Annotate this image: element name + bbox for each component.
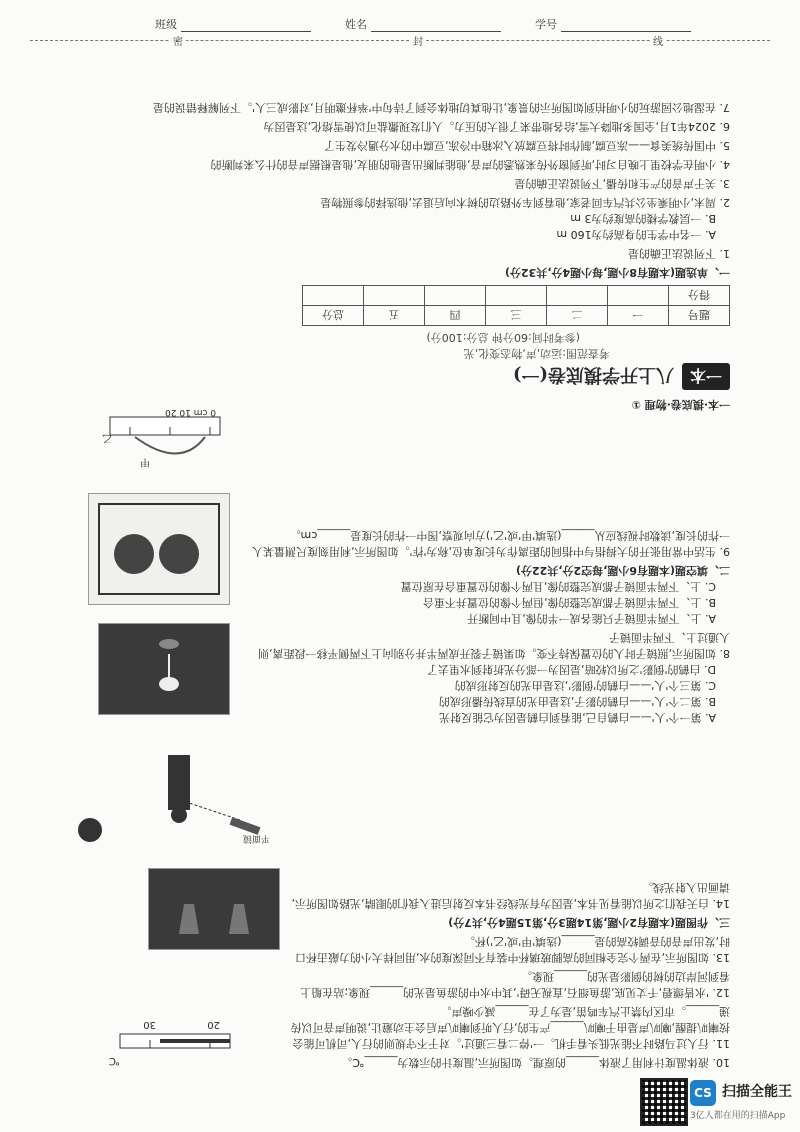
- option: A. 上、下两半面镜子只能各成一半的像,且中间断开: [467, 612, 716, 625]
- page-footer: 一本·摸底卷·物理 ①: [631, 398, 730, 411]
- camscanner-logo-icon: CS: [690, 1080, 716, 1106]
- therm-unit: ℃: [108, 1055, 120, 1066]
- seal-mark: 线: [650, 33, 666, 48]
- score-input-cell[interactable]: [364, 286, 425, 306]
- section-3-heading: 三、作图题(本题有2小题,第14题3分,第15题4分,共7分): [448, 916, 730, 929]
- question-2: 2. 周末,小明乘坐公共汽车回老家,他看到车外路边的树木向后退去,他选择的参照物是: [320, 196, 730, 209]
- scanner-brand: 扫描全能王: [722, 1084, 792, 1100]
- question-7: 7. 在湿地公园游玩的小明拍到如图所示的景象,让他真切地体会到了诗句中'举杯邀明月,对影成三人'。下列解释错误的是: [152, 101, 730, 114]
- score-input-cell[interactable]: [425, 286, 486, 306]
- seal-mark: 封: [410, 33, 426, 48]
- seal-line: [30, 37, 770, 48]
- direction-yi-label: 乙: [102, 432, 112, 443]
- name-field[interactable]: 姓名: [345, 16, 501, 32]
- ruler-hand-figure: [90, 405, 230, 475]
- questions-1-7: [40, 96, 730, 280]
- score-header-cell: 一: [608, 306, 669, 326]
- paper-time: (参考时间:60分钟 总分:100分): [426, 331, 580, 344]
- score-input-cell[interactable]: [486, 286, 547, 306]
- question-6: 6. 2024年1月,全国多地降大雪,给各地带来了很大的压力。人们发现撒盐可以使雪熔化,这是因为: [263, 120, 730, 133]
- reading-figure: [60, 740, 280, 850]
- student-info-row: [0, 14, 800, 36]
- score-header-cell: 四: [425, 306, 486, 326]
- section-1-heading: 一、单选题(本题有8小题,每小题4分,共32分): [504, 266, 730, 279]
- column-2: [40, 395, 730, 725]
- option: C. 第三个'人'——白鹤的'倒影',这是由光的反射形成的: [454, 679, 716, 692]
- column-3: [40, 730, 730, 1070]
- option: C. 上、下两半面镜子都成完整的像,且两个像的位置重合在原位置: [400, 580, 716, 593]
- score-input-cell[interactable]: [303, 286, 364, 306]
- option: A. 一名中学生的身高约为160 m: [556, 228, 716, 241]
- score-label-cell: 得分: [669, 286, 730, 306]
- mirror-label: 平面镜: [242, 833, 270, 843]
- score-table: [302, 285, 730, 326]
- question-13: 13. 如图所示,在两个完全相同的高脚玻璃杯中装有不同深度的水,用同样大小的力敲击杯口时,发出声音的音调较高的是______(选填'甲'或'乙')杯。: [295, 935, 730, 964]
- question-14: 14. 白天我们之所以能看见书本,是因为有光线经书本反射后进入我们的眼睛,光路如图所示,请画出入射光线。: [291, 881, 730, 910]
- question-9: 9. 生活中常用张开的大拇指与中指间的距离作为长度单位,称为'拃'。如图所示,利用刻度尺测量某人一拃的长度,读数时视线应从______(选填'甲'或'乙')方向观察,图中一拃的长度是______cm。: [251, 529, 730, 558]
- paper-title: 八上开学摸底卷(一): [512, 364, 674, 386]
- qr-code[interactable]: [640, 1078, 688, 1126]
- paper-scope: 考查范围:运动,声,物态变化,光: [463, 347, 610, 360]
- score-header-cell: 总分: [303, 306, 364, 326]
- option: B. 一层教学楼的高度约为3 m: [570, 212, 716, 225]
- questions-7-9: [250, 524, 730, 725]
- score-header-cell: 五: [364, 306, 425, 326]
- questions-10-14: [290, 876, 730, 1070]
- score-header-cell: 二: [547, 306, 608, 326]
- paper-badge: 一本: [682, 363, 730, 390]
- question-4: 4. 小明在学校里上晚自习时,听到窗外传来熟悉的声音,他能判断出是他的朋友,他是根据声音的什么来判断的: [210, 158, 730, 171]
- option: A. 第一个'人'——白鹤自己,能看到白鹤是因为它能反射光: [439, 711, 716, 724]
- option: B. 上、下两半面镜子都成完整的像,但两个像的位置并不重合: [422, 596, 716, 609]
- girl-mirror-icon: [89, 494, 229, 604]
- question-1: 1. 下列说法正确的是: [628, 247, 730, 260]
- mirror-girl-figure: [88, 493, 230, 605]
- option: B. 第二个'人'——白鹤的影子,这是由光的直线传播形成的: [438, 695, 716, 708]
- direction-jia-label: 甲: [140, 456, 150, 467]
- score-input-cell[interactable]: [547, 286, 608, 306]
- question-3: 3. 关于声音的产生和传播,下列说法正确的是: [514, 177, 730, 190]
- scanner-tagline: 3亿人都在用的扫描App: [690, 1111, 786, 1121]
- question-5: 5. 中国传统美食——冻豆腐,制作时将豆腐放入冰箱中冷冻,豆腐中的水分遇冷发生了: [324, 139, 730, 152]
- thermometer-icon: [100, 1010, 250, 1070]
- therm-tick-label: 30: [143, 1019, 156, 1030]
- question-11: 11. 行人过马路时不能光低头看手机。一'停二看三通过'。对于不守规则的行人,司机可能会按喇叭提醒,喇叭声是由于喇叭______产生的,行人听到喇叭声后会主动避让,说明声音可以传递______。市区内禁止汽车鸣笛,是为了在______减少噪声。: [290, 1005, 730, 1050]
- wine-glass-icon: [149, 869, 279, 949]
- score-input-cell[interactable]: [608, 286, 669, 306]
- seal-mark: 密: [170, 33, 186, 48]
- score-header-cell: 题号: [669, 306, 730, 326]
- question-8: 8. 如图所示,照镜子时人的位置保持不变。如果镜子裂开成两半并分别向上下两侧平移一段距离,则人通过上、下两半面镜子: [258, 631, 730, 660]
- student-id-field[interactable]: 学号: [535, 16, 691, 32]
- column-1: [40, 50, 730, 390]
- class-field[interactable]: 班级: [155, 16, 311, 32]
- glasses-photo: [148, 868, 280, 950]
- ruler-label: 0 cm 10 20: [165, 407, 216, 417]
- paper-title-bar: [513, 363, 730, 390]
- question-12: 12. '水皆缥碧,千丈见底,游鱼细石,直视无碍',其中水中的游鱼是光的______现象;站在船上看到河岸边的树的倒影是光的______现象。: [300, 970, 730, 999]
- question-10: 10. 液体温度计利用了液体______的原理。如图所示,温度计的示数为______℃。: [341, 1056, 730, 1069]
- egret-photo: [98, 623, 230, 715]
- option: D. 白鹤的'倒影'之所以较暗,是因为一部分光折射到水里去了: [426, 663, 716, 676]
- section-2-heading: 二、填空题(本题有6小题,每空2分,共22分): [515, 564, 730, 577]
- score-header-cell: 三: [486, 306, 547, 326]
- therm-tick-label: 20: [207, 1019, 220, 1030]
- egret-icon: [99, 624, 229, 714]
- thermometer-figure: [100, 1010, 250, 1070]
